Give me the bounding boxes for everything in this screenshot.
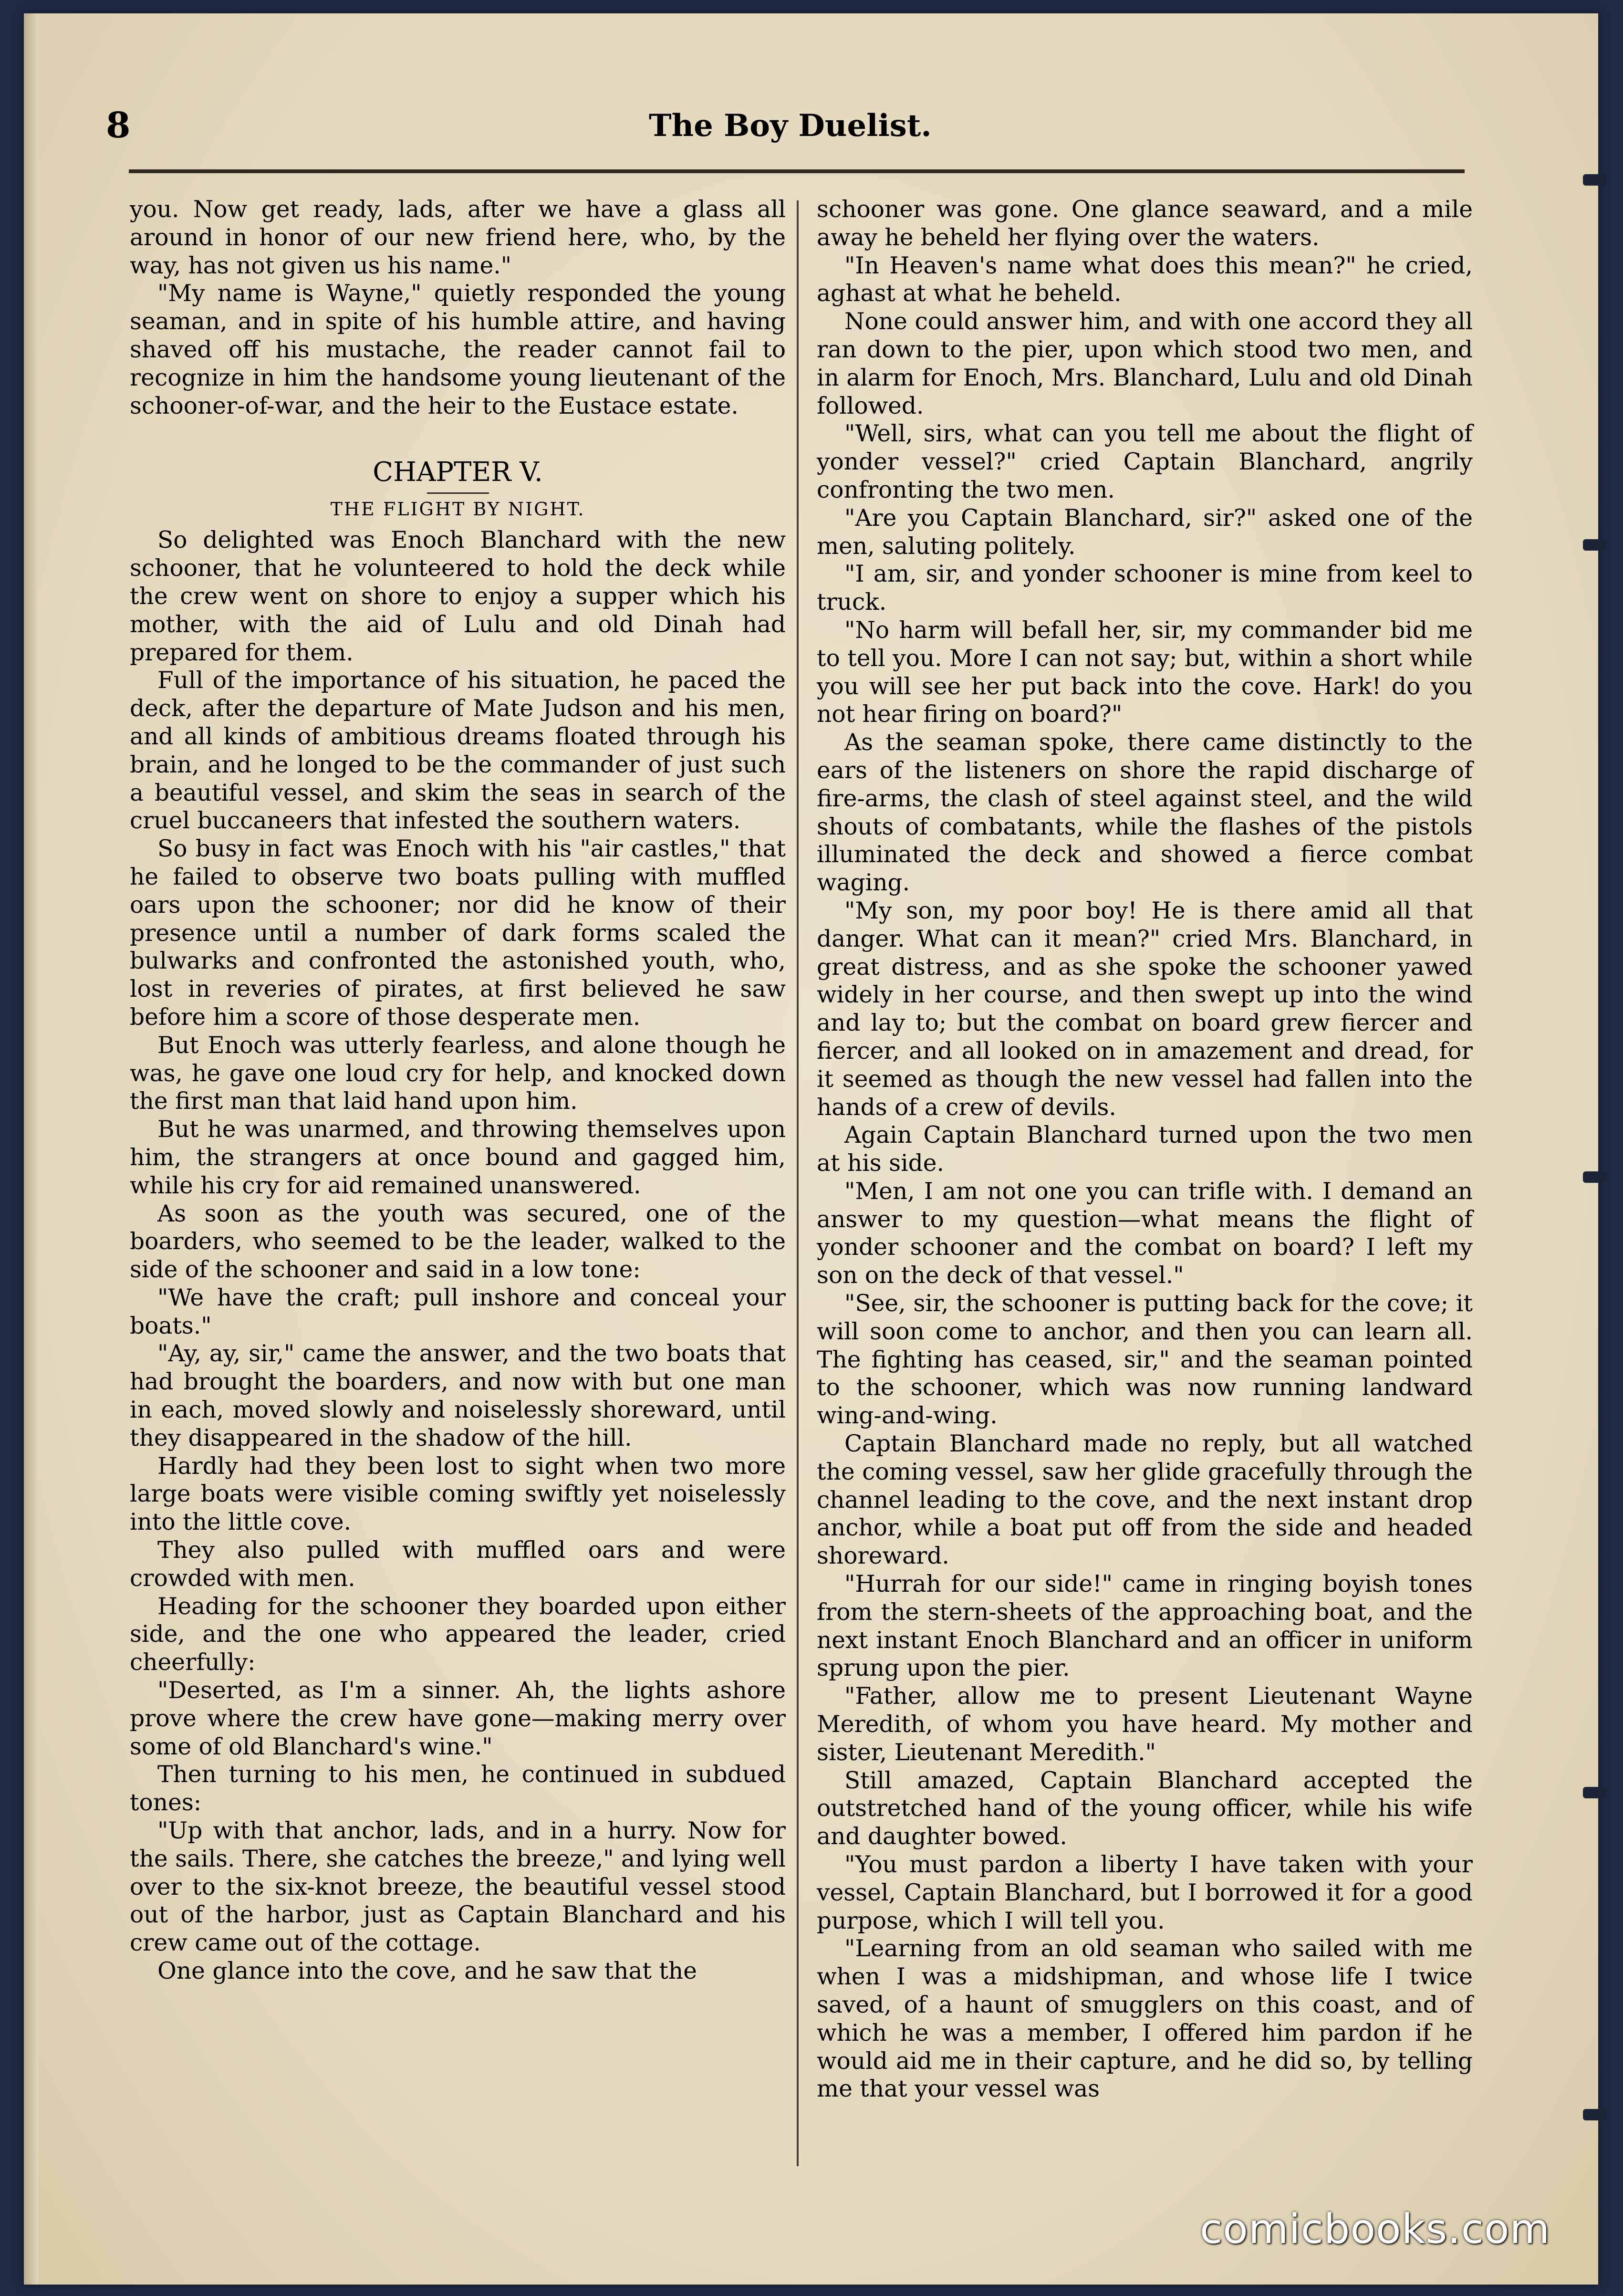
paragraph: As the seaman spoke, there came distinctly to the ears of the listeners on shore the rapid discharge of fire-arms, the clash of steel against steel, and the wild shouts of combatants, while the flashes of the pistols illuminated the deck and showed a fierce combat waging. [817, 729, 1473, 897]
paragraph: "We have the craft; pull inshore and conceal your boats." [130, 1284, 786, 1339]
left-column [130, 196, 786, 1985]
paragraph: "Ay, ay, sir," came the answer, and the two boats that had brought the boarders, and now with but one man in each, moved slowly and noiselessly shoreward, until they disappeared in the shadow of the hill. [130, 1340, 786, 1451]
paragraph: "Learning from an old seaman who sailed with me when I was a midshipman, and whose life I twice saved, of a haunt of smugglers on this coast, and of which he was a member, I offered him pardon if he would aid me in their capture, and he did so, by telling me that your vessel was [817, 1935, 1473, 2103]
paragraph: "Father, allow me to present Lieutenant Wayne Meredith, of whom you have heard. My mother and sister, Lieutenant Meredith." [817, 1683, 1473, 1766]
paragraph: None could answer him, and with one accord they all ran down to the pier, upon which stood two men, and in alarm for Enoch, Mrs. Blanchard, Lulu and old Dinah followed. [817, 308, 1473, 419]
paragraph: Captain Blanchard made no reply, but all watched the coming vessel, saw her glide gracefully through the channel leading to the cove, and the next instant drop anchor, while a boat put off from the side and headed shoreward. [817, 1430, 1473, 1570]
paragraph: "Are you Captain Blanchard, sir?" asked one of the men, saluting politely. [817, 504, 1473, 560]
paragraph: Heading for the schooner they boarded upon either side, and the one who appeared the leader, cried cheerfully: [130, 1593, 786, 1676]
paragraph: "Up with that anchor, lads, and in a hurry. Now for the sails. There, she catches the breeze," and lying well over to the six-knot breeze, the beautiful vessel stood out of the harbor, just as Captain Blanchard and his crew came out of the cottage. [130, 1817, 786, 1957]
paragraph: Full of the importance of his situation, he paced the deck, after the departure of Mate Judson and his men, and all kinds of ambitious dreams floated through his brain, and he longed to be the commander of just such a beautiful vessel, and skim the seas in search of the cruel buccaneers that infested the southern waters. [130, 667, 786, 835]
paragraph: As soon as the youth was secured, one of the boarders, who seemed to be the leader, walked to the side of the schooner and said in a low tone: [130, 1200, 786, 1284]
paragraph: Hardly had they been lost to sight when two more large boats were visible coming swiftly yet noiselessly into the little cove. [130, 1452, 786, 1536]
paragraph: "Deserted, as I'm a sinner. Ah, the lights ashore prove where the crew have gone—making merry over some of old Blanchard's wine." [130, 1677, 786, 1760]
paragraph: you. Now get ready, lads, after we have a glass all around in honor of our new friend here, who, by the way, has not given us his name." [130, 196, 786, 279]
paragraph: So busy in fact was Enoch with his "air castles," that he failed to observe two boats pulling with muffled oars upon the schooner; nor did he know of their presence until a number of dark forms scaled the bulwarks and confronted the astonished youth, who, lost in reveries of pirates, at first believed he saw before him a score of those desperate men. [130, 835, 786, 1031]
paragraph: "Hurrah for our side!" came in ringing boyish tones from the stern-sheets of the approaching boat, and the next instant Enoch Blanchard and an officer in uniform sprung upon the pier. [817, 1571, 1473, 1682]
paragraph: "In Heaven's name what does this mean?" he cried, aghast at what he beheld. [817, 252, 1473, 307]
paragraph: schooner was gone. One glance seaward, and a mile away he beheld her flying over the waters. [817, 196, 1473, 251]
site-watermark: comicbooks.com [1200, 2205, 1550, 2253]
chapter-heading: CHAPTER V. [373, 457, 543, 488]
paragraph: They also pulled with muffled oars and were crowded with men. [130, 1537, 786, 1592]
paragraph: Then turning to his men, he continued in subdued tones: [130, 1761, 786, 1816]
paragraph: "You must pardon a liberty I have taken with your vessel, Captain Blanchard, but I borrowed it for a good purpose, which I will tell you. [817, 1851, 1473, 1934]
chapter-subtitle: THE FLIGHT BY NIGHT. [330, 499, 585, 520]
page-number: 8 [106, 105, 131, 146]
column-divider [797, 200, 799, 2166]
paragraph: Still amazed, Captain Blanchard accepted the outstretched hand of the young officer, while his wife and daughter bowed. [817, 1767, 1473, 1850]
binding-hole [1583, 2109, 1607, 2120]
paragraph: "My son, my poor boy! He is there amid all that danger. What can it mean?" cried Mrs. Blanchard, in great distress, and as she spoke the schooner yawed widely in her course, and then swept up into the wind and lay to; but the combat on board grew fiercer and fiercer, and all looked on in amazement and dread, for it seemed as though the new vessel had fallen into the hands of a crew of devils. [817, 897, 1473, 1121]
paragraph: But he was unarmed, and throwing themselves upon him, the strangers at once bound and gagged him, while his cry for aid remained unanswered. [130, 1116, 786, 1199]
paragraph: "No harm will befall her, sir, my commander bid me to tell you. More I can not say; but, within a short while you will see her put back into the cove. Hark! do you not hear firing on board?" [817, 616, 1473, 728]
paragraph: Again Captain Blanchard turned upon the two men at his side. [817, 1122, 1473, 1177]
header-rule [129, 169, 1465, 173]
chapter-rule [427, 492, 489, 494]
binding-hole [1583, 539, 1607, 551]
paragraph: "Well, sirs, what can you tell me about the flight of yonder vessel?" cried Captain Blanchard, angrily confronting the two men. [817, 420, 1473, 503]
paragraph: One glance into the cove, and he saw that the [157, 1958, 697, 1985]
binding-hole [1583, 1787, 1607, 1798]
paragraph: "My name is Wayne," quietly responded the young seaman, and in spite of his humble attire, and having shaved off his mustache, the reader cannot fail to recognize in him the handsome young lieutenant of the schooner-of-war, and the heir to the Eustace estate. [130, 280, 786, 419]
page-spine-shadow [24, 13, 38, 2285]
running-title: The Boy Duelist. [649, 108, 932, 144]
right-column [817, 196, 1473, 2103]
binding-hole [1583, 174, 1607, 186]
binding-hole [1583, 1171, 1607, 1183]
paragraph: So delighted was Enoch Blanchard with the new schooner, that he volunteered to hold the deck while the crew went on shore to enjoy a supper which his mother, with the aid of Lulu and old Dinah had prepared for them. [130, 527, 786, 666]
paragraph: "See, sir, the schooner is putting back for the cove; it will soon come to anchor, and then you can learn all. The fighting has ceased, sir," and the seaman pointed to the schooner, which was now running landward wing-and-wing. [817, 1290, 1473, 1430]
paragraph: "I am, sir, and yonder schooner is mine from keel to truck. [817, 561, 1473, 616]
paragraph: But Enoch was utterly fearless, and alone though he was, he gave one loud cry for help, and knocked down the first man that laid hand upon him. [130, 1032, 786, 1115]
paragraph: "Men, I am not one you can trifle with. I demand an answer to my question—what means the flight of yonder schooner and the combat on board? I left my son on the deck of that vessel." [817, 1178, 1473, 1289]
